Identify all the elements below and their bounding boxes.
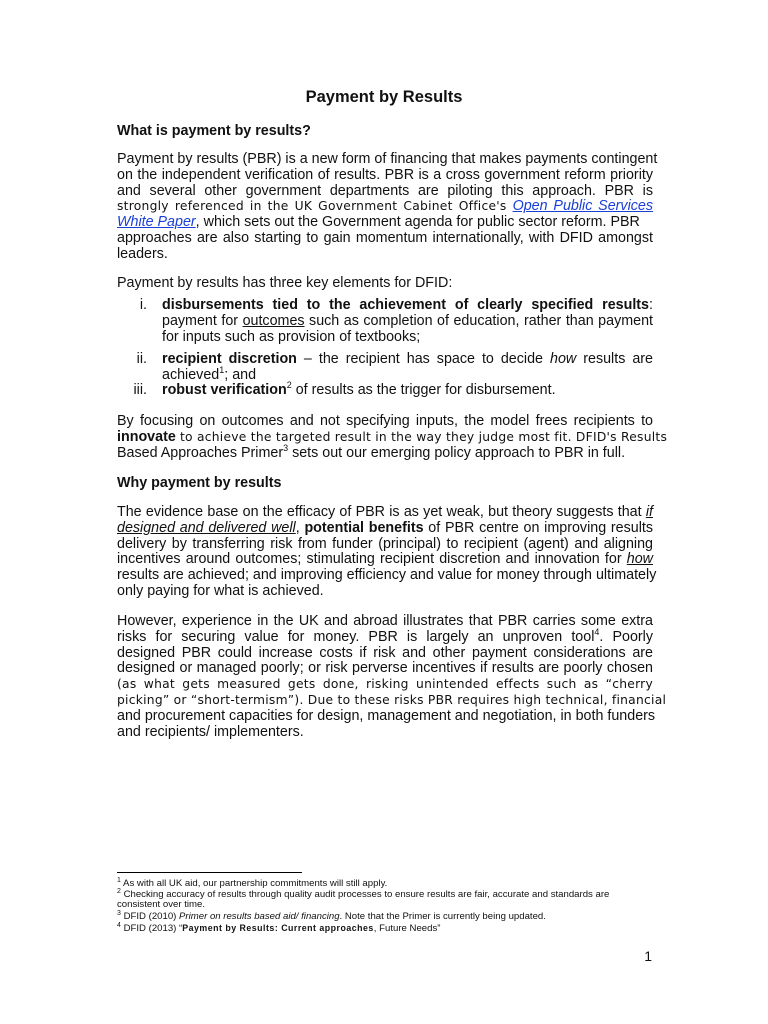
text-line: and several other government departments are piloting this approach. PBR is <box>117 182 653 199</box>
text-span: The evidence base on the efficacy of PBR is as yet weak, but theory suggests that <box>117 504 646 520</box>
text-span: risks for securing value for money. PBR is largely an unproven tool <box>117 628 595 645</box>
footnote-number: 3 <box>117 909 121 917</box>
text-line: on the independent verification of results. PBR is a cross government reform priority <box>117 166 653 183</box>
bold-span: robust verification <box>162 382 287 398</box>
bold-span: recipient discretion <box>162 351 297 367</box>
paragraph-elements-intro <box>117 276 653 292</box>
text-line <box>117 442 653 462</box>
footnote-ref[interactable]: 4 <box>594 627 600 638</box>
text-line <box>162 314 653 330</box>
footnote-ref[interactable]: 2 <box>286 380 292 391</box>
text-line: designed or managed poorly; or risk perverse incentives if results are poorly chosen <box>117 660 653 677</box>
text-line: leaders. <box>117 245 168 262</box>
text-line: designed PBR could increase costs if risk and other payment considerations are <box>117 644 653 661</box>
list-number: i. <box>139 297 147 313</box>
footnote-text: As with all UK aid, our partnership commitments will still apply. <box>120 878 388 889</box>
text-line: approaches are also starting to gain momentum internationally, with DFID amongst <box>117 229 653 246</box>
text-span: such as completion of education, rather than payment <box>304 312 654 329</box>
paragraph-intro <box>117 151 658 263</box>
footnote-ref[interactable]: 1 <box>219 365 225 376</box>
text-span: . Poorly <box>599 628 653 645</box>
list-item <box>117 352 653 384</box>
text-span: of results as the trigger for disbursement. <box>291 382 556 398</box>
text-span: of PBR centre on improving results <box>423 519 653 536</box>
list-item <box>117 298 653 346</box>
italic-underline-span: how <box>626 551 653 568</box>
text-span: , <box>295 519 305 536</box>
text-line: delivery by transferring risk from funder (principal) to recipient (agent) and aligning <box>117 535 653 552</box>
footnote-bold: Payment by Results: Current approaches <box>182 923 374 933</box>
paragraph-risks <box>117 613 667 740</box>
list-item <box>117 380 653 399</box>
text-line: However, experience in the UK and abroad illustrates that PBR carries some extra <box>117 613 653 629</box>
footnote-text: , Future Needs” <box>373 923 441 934</box>
text-span: sets out our emerging policy approach to PBR in full. <box>288 444 626 461</box>
text-line <box>117 199 653 215</box>
text-span: – the recipient has space to decide <box>296 351 550 367</box>
text-line <box>117 428 668 446</box>
text-line: for inputs such as provision of textbooks; <box>162 328 421 345</box>
text-line: Payment by results has three key elements for DFID: <box>117 275 453 291</box>
list-number: ii. <box>136 351 147 367</box>
text-line <box>117 505 653 521</box>
footnote-text: DFID (2013) “ <box>120 923 183 934</box>
footnote-2 <box>117 887 653 911</box>
footnote-divider <box>117 872 302 873</box>
text-span: , which sets out the Government agenda for public sector reform. PBR <box>195 214 640 231</box>
section-heading-why: Why payment by results <box>117 475 282 491</box>
text-span: : <box>649 297 653 313</box>
footnote-text: Checking accuracy of results through quality audit processes to ensure results are fair, accurate and standards are <box>120 889 610 900</box>
text-span: achieved <box>162 366 220 383</box>
page-title: Payment by Results <box>305 88 463 106</box>
text-span: strongly referenced in the UK Government Cabinet Office's <box>117 199 513 214</box>
text-line: (as what gets measured gets done, risking unintended effects such as “cherry <box>117 677 653 692</box>
list-item-text <box>162 352 653 384</box>
text-span: picking” or “short-termism”). Due to these risks PBR requires high technical, financial <box>117 692 667 707</box>
list-item-text <box>162 380 653 399</box>
text-span: Based Approaches Primer <box>117 444 284 461</box>
paragraph-evidence <box>117 504 657 600</box>
list-number: iii. <box>133 382 147 398</box>
paragraph-innovation <box>117 413 668 461</box>
list-item-text <box>162 298 653 345</box>
text-line: only paying for what is achieved. <box>117 582 324 599</box>
footnote-3 <box>117 909 653 922</box>
italic-underline-span: designed and delivered well <box>117 519 296 536</box>
text-line <box>162 298 653 314</box>
italic-underline-span: if <box>645 504 653 520</box>
footnote-number: 4 <box>117 921 121 929</box>
italic-span: how <box>550 351 577 367</box>
footnote-number: 1 <box>117 876 121 884</box>
text-line <box>162 380 653 399</box>
text-span: ; and <box>224 366 257 383</box>
text-line <box>162 352 653 368</box>
text-line <box>117 521 653 537</box>
footnote-1 <box>117 876 653 889</box>
white-paper-link-cont[interactable]: White Paper <box>117 214 196 231</box>
text-span: incentives around outcomes; stimulating recipient discretion and innovation for <box>117 551 627 568</box>
text-line: Payment by results (PBR) is a new form of financing that makes payments contingent <box>117 151 658 167</box>
section-heading-what: What is payment by results? <box>117 123 311 139</box>
text-span: results are <box>576 351 653 367</box>
text-line: results are achieved; and improving efficiency and value for money through ultimately <box>117 567 657 584</box>
footnote-ref[interactable]: 3 <box>283 442 289 453</box>
footnote-italic: Primer on results based aid/ financing <box>179 911 340 922</box>
text-line: and recipients/ implementers. <box>117 723 304 740</box>
footnote-text: . Note that the Primer is currently being updated. <box>339 911 546 922</box>
footnote-text: consistent over time. <box>117 899 205 911</box>
text-line <box>117 552 653 568</box>
bold-span: potential benefits <box>304 519 424 536</box>
white-paper-link[interactable]: Open Public Services <box>512 198 654 215</box>
text-line <box>117 692 667 709</box>
bold-span: innovate <box>117 428 176 445</box>
footnote-number: 2 <box>117 887 121 895</box>
text-line: and procurement capacities for design, management and negotiation, in both funders <box>117 707 656 724</box>
text-line <box>117 215 653 231</box>
text-line: By focusing on outcomes and not specifying inputs, the model frees recipients to <box>117 413 653 429</box>
text-line <box>117 627 653 646</box>
page-number: 1 <box>644 948 652 964</box>
bold-span: disbursements tied to the achievement of clearly specified results <box>162 297 650 313</box>
footnote-4 <box>117 923 653 934</box>
text-span: payment for <box>162 312 243 329</box>
underline-span: outcomes <box>242 312 305 329</box>
text-span: to achieve the targeted result in the way they judge most fit. DFID's Results <box>175 429 668 444</box>
footnote-text: DFID (2010) <box>120 911 180 922</box>
